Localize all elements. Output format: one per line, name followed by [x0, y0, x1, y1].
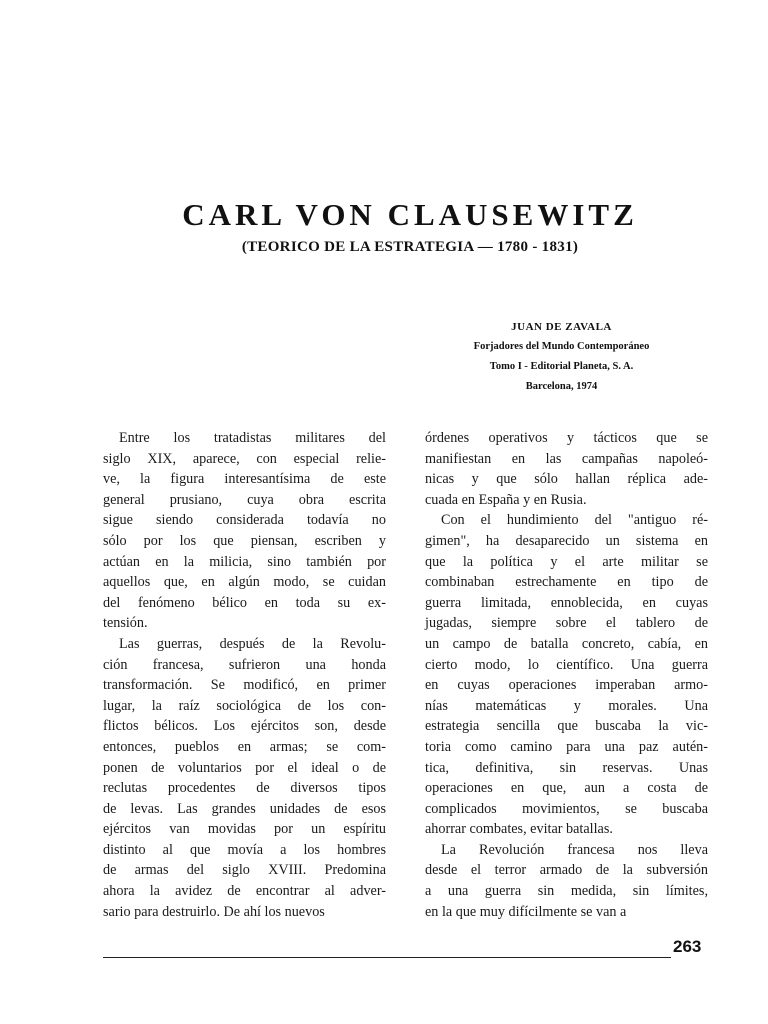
text-line: complicados movimientos, se buscaba [425, 800, 708, 817]
text-line: un campo de batalla concreto, cabía, en [425, 635, 708, 652]
text-line: manifiestan en las campañas napoleó- [425, 450, 708, 467]
text-line: a una guerra sin medida, sin límites, [425, 883, 708, 900]
author-name: JUAN DE ZAVALA [511, 321, 612, 333]
text-line: de armas del siglo XVIII. Predomina [103, 862, 386, 879]
source-volume: Tomo I - Editorial Planeta, S. A. [489, 361, 634, 372]
text-line: actúan en la milicia, sino también por [103, 553, 386, 570]
text-line: operaciones en que, aun a costa de [425, 780, 708, 797]
text-column-right [425, 428, 708, 922]
text-line: desde el terror armado de la subversión [425, 862, 708, 879]
text-line: ahorrar combates, evitar batallas. [425, 821, 613, 838]
text-line: sigue siendo considerada todavía no [103, 512, 386, 529]
text-line: guerra limitada, ennoblecida, en cuyas [425, 594, 708, 611]
text-line: ejércitos van movidas por un espíritu [103, 821, 386, 838]
text-line: lugar, la raíz sociológica de los con- [103, 697, 386, 714]
text-line: en cuyas operaciones imperaban armo- [425, 677, 708, 694]
text-column-left [103, 428, 386, 922]
text-line: ción francesa, sufrieron una honda [103, 656, 386, 673]
text-line: distinto al que movía a los hombres [103, 841, 386, 858]
text-line: estrategia sencilla que buscaba la vic- [425, 718, 708, 735]
text-line: sario para destruirlo. De ahí los nuevos [103, 903, 325, 920]
text-line: tensión. [103, 615, 148, 632]
attribution-block [420, 317, 703, 397]
article-subtitle: (TEORICO DE LA ESTRATEGIA — 1780 - 1831) [241, 239, 579, 255]
text-line: general prusiano, cuya obra escrita [103, 491, 386, 508]
article-title: CARL VON CLAUSEWITZ [182, 197, 638, 232]
text-line: Entre los tratadistas militares del [119, 430, 386, 446]
text-line: nicas y que sólo hallan réplica ade- [425, 471, 708, 488]
text-line: flictos bélicos. Los ejércitos son, desde [103, 718, 386, 735]
text-line: gimen", ha desaparecido un sistema en [425, 532, 708, 549]
text-line: toria como camino para una paz autén- [425, 738, 708, 755]
text-line: siglo XIX, aparece, con especial relie- [103, 450, 386, 467]
text-line: nías matemáticas y morales. Una [425, 697, 708, 714]
source-title: Forjadores del Mundo Contemporáneo [473, 341, 650, 352]
text-line: tica, definitiva, sin reservas. Unas [425, 759, 708, 776]
text-line: Con el hundimiento del "antiguo ré- [441, 512, 708, 529]
page-number: 263 [673, 937, 702, 956]
text-line: cuada en España y en Rusia. [425, 491, 587, 508]
text-line: reclutas procedentes de diversos tipos [103, 780, 386, 797]
footer-rule [103, 957, 671, 958]
text-line: sólo por los que piensan, escriben y [103, 532, 386, 549]
text-line: Las guerras, después de la Revolu- [119, 635, 386, 652]
text-line: cierto modo, lo científico. Una guerra [425, 656, 708, 673]
text-line: La Revolución francesa nos lleva [441, 841, 708, 858]
text-line: ahora la avidez de encontrar al adver- [103, 883, 386, 900]
text-line: entonces, pueblos en armas; se com- [103, 738, 386, 755]
text-line: órdenes operativos y tácticos que se [425, 430, 708, 446]
text-line: de levas. Las grandes unidades de esos [103, 800, 386, 817]
source-place-year: Barcelona, 1974 [525, 381, 598, 392]
text-line: aquellos que, en algún modo, se cuidan [103, 574, 386, 591]
text-line: del fenómeno bélico en toda su ex- [103, 594, 386, 611]
text-line: jugadas, siempre sobre el tablero de [425, 615, 708, 632]
text-line: ponen de voluntarios por el ideal o de [103, 759, 386, 776]
text-line: en la que muy difícilmente se van a [425, 903, 627, 920]
text-line: combinaban estrechamente en tipo de [425, 574, 708, 591]
text-line: transformación. Se modificó, en primer [103, 677, 386, 694]
text-line: que la política y el arte militar se [425, 553, 708, 570]
text-line: ve, la figura interesantísima de este [103, 471, 386, 488]
